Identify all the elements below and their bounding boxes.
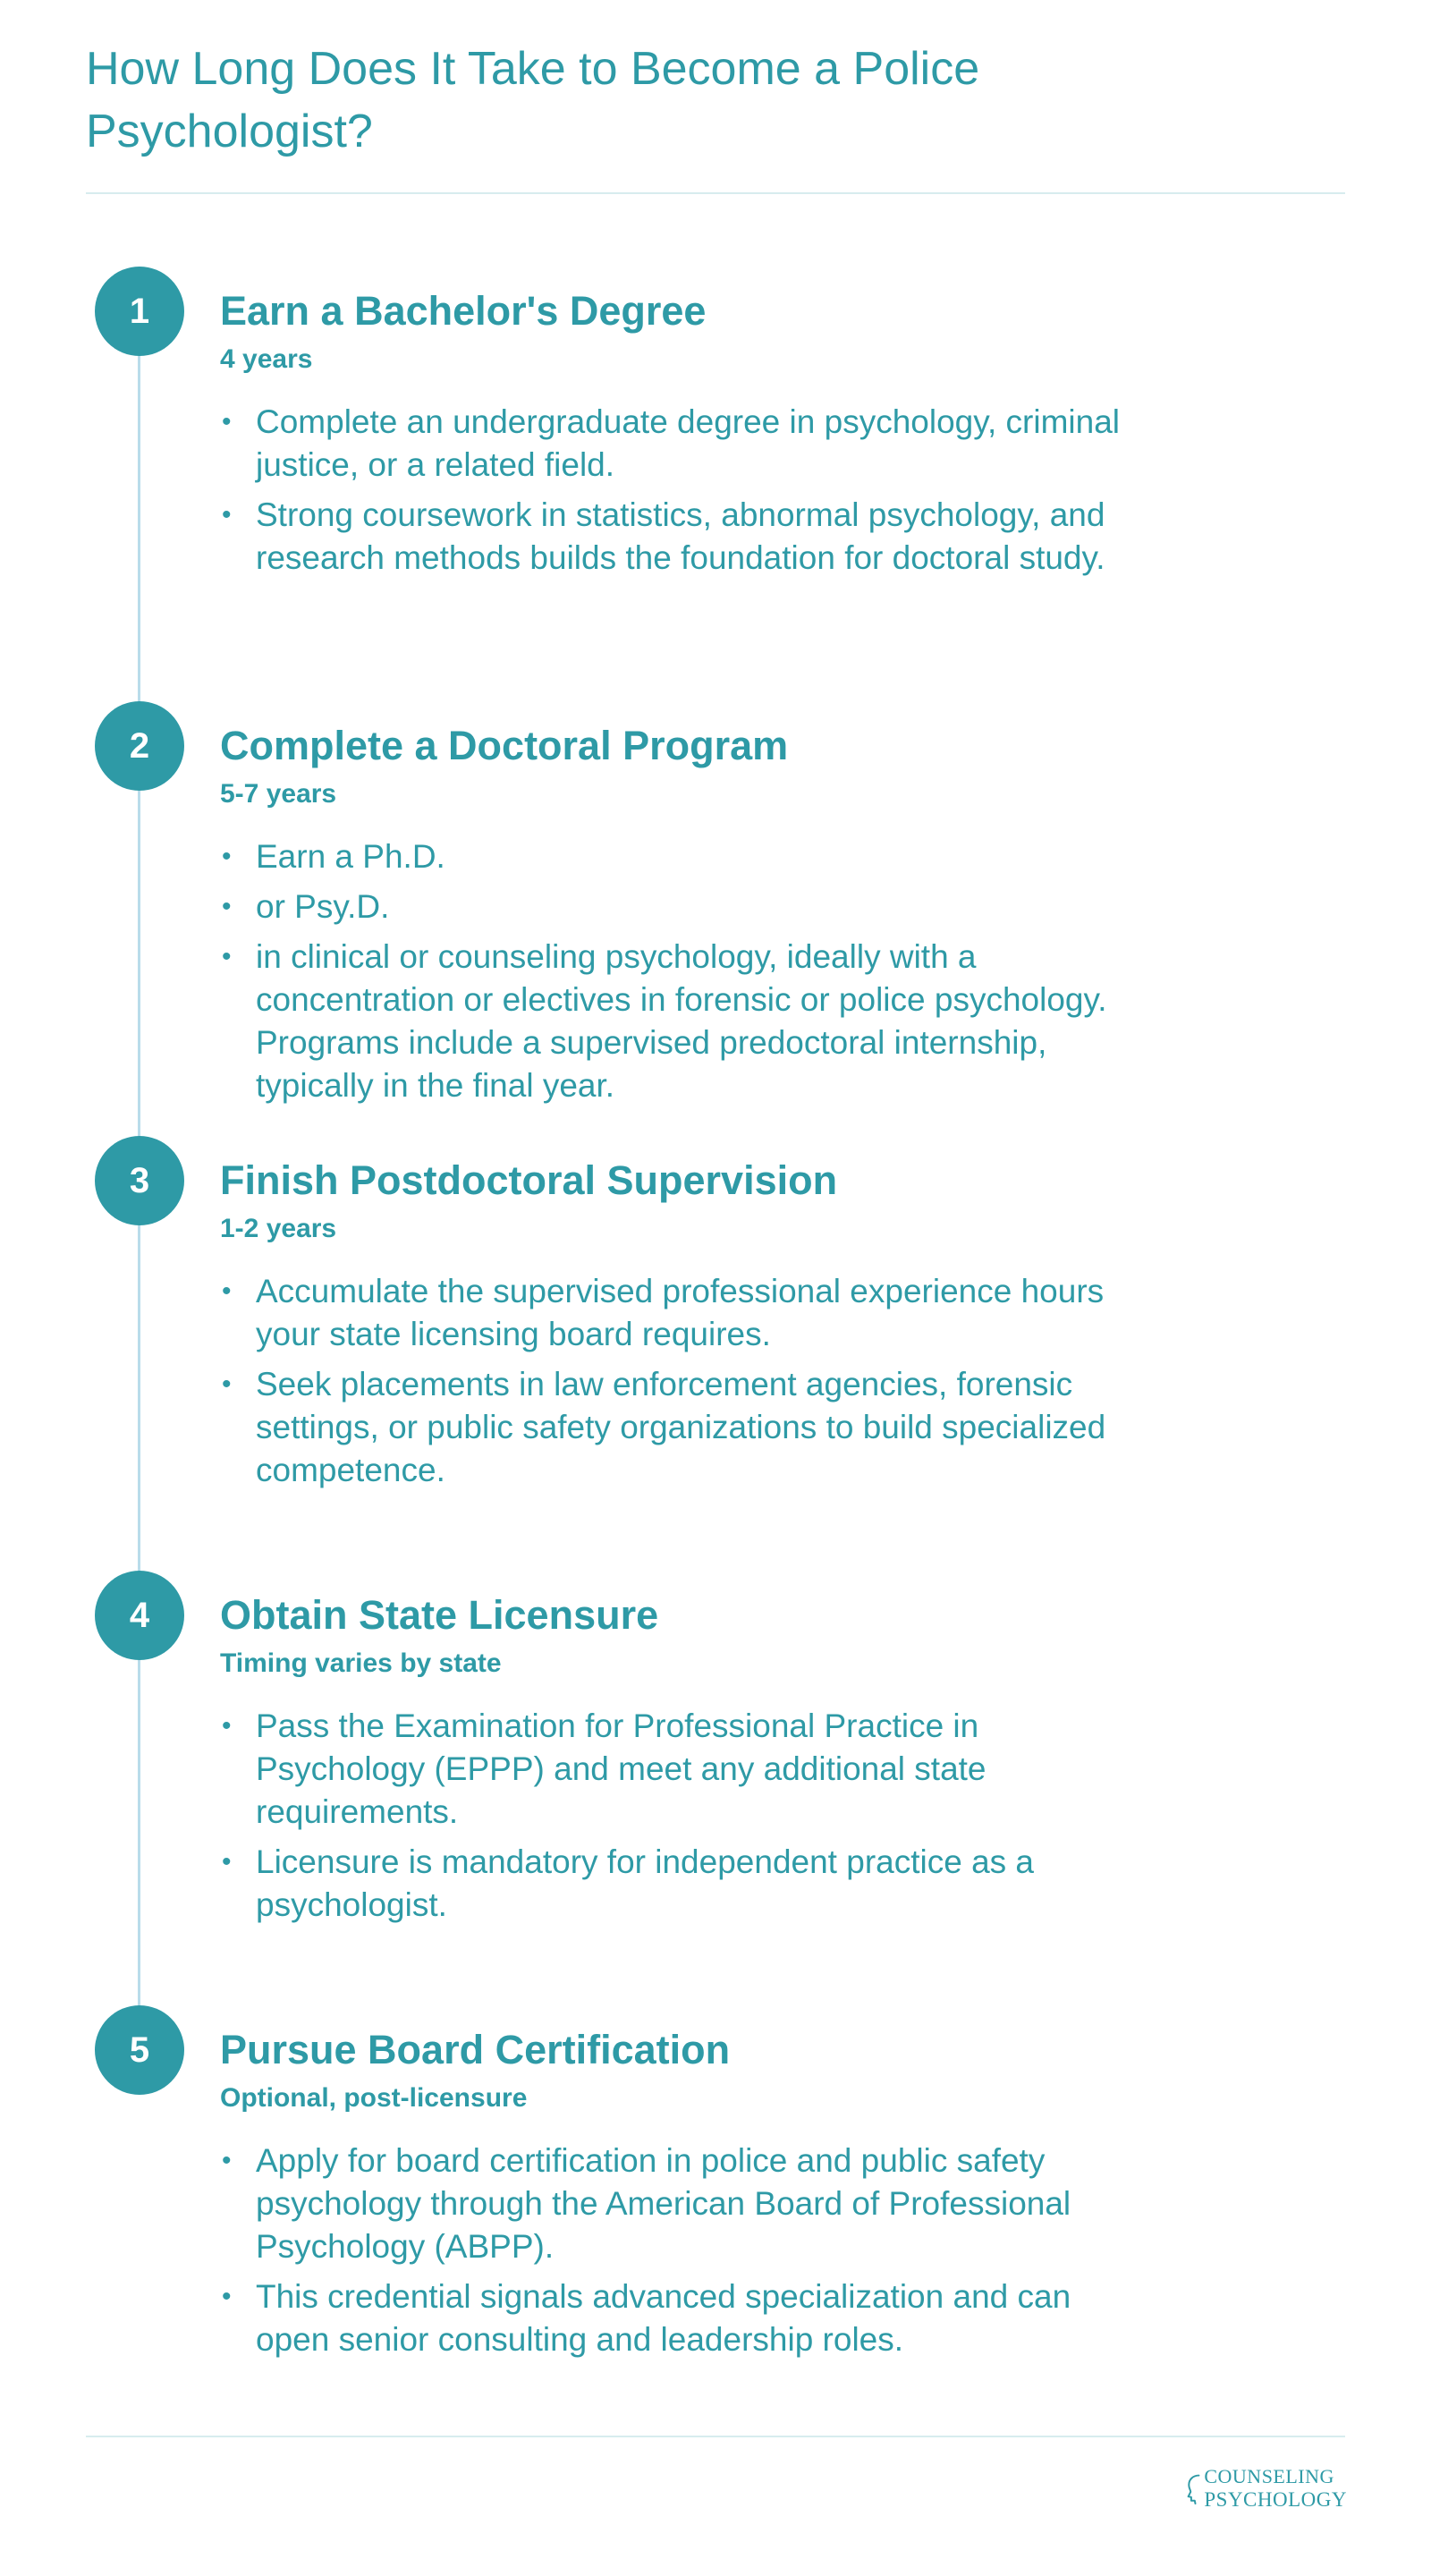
bullet-text: Apply for board certification in police and public safety psychology through the American Board of Professional Psychology (ABPP). [256,2142,1071,2265]
bullet-icon: • [222,892,232,921]
step-duration: 1-2 years [220,1214,337,1243]
bullet-icon: • [222,1276,232,1306]
bullet-text: Earn a Ph.D. [256,838,445,875]
bullet-icon: • [222,1711,232,1741]
bullet-text: Strong coursework in statistics, abnormal psychology, and research methods builds the foundation for doctoral study. [256,496,1105,576]
step-bullet-list [220,401,1150,587]
header-divider [86,192,1345,194]
bullet-text: Seek placements in law enforcement agencies, forensic settings, or public safety organizations to build specialized competence. [256,1366,1106,1488]
step-duration: 4 years [220,344,313,374]
list-item [220,2140,1150,2268]
step-duration: Optional, post-licensure [220,2083,528,2113]
bullet-icon: • [222,942,232,971]
list-item [220,1705,1150,1834]
step-number-badge: 1 [95,267,184,356]
footer-divider [86,2436,1345,2437]
bullet-icon: • [222,842,232,871]
bullet-text: Pass the Examination for Professional Practice in Psychology (EPPP) and meet any additional state requirements. [256,1707,986,1830]
step-number-badge: 5 [95,2005,184,2095]
list-item [220,2275,1150,2361]
bullet-text: Complete an undergraduate degree in psychology, criminal justice, or a related field. [256,403,1120,483]
bullet-text: Accumulate the supervised professional experience hours your state licensing board requires. [256,1273,1105,1352]
bullet-icon: • [222,1847,232,1877]
list-item [220,1363,1150,1492]
step-bullet-list [220,835,1150,1114]
step-duration: 5-7 years [220,779,337,809]
step-title: Finish Postdoctoral Supervision [220,1157,838,1203]
logo-line-psychology: PSYCHOLOGY [1204,2488,1347,2511]
logo-line-counseling: COUNSELING [1204,2465,1334,2487]
step-title: Earn a Bachelor's Degree [220,288,707,334]
bullet-text: Licensure is mandatory for independent practice as a psychologist. [256,1843,1035,1923]
list-item [220,936,1150,1107]
bullet-icon: • [222,407,232,436]
step-number-badge: 2 [95,701,184,791]
step-number-badge: 3 [95,1136,184,1225]
bullet-icon: • [222,1369,232,1399]
step-duration: Timing varies by state [220,1648,502,1678]
step-bullet-list [220,2140,1150,2368]
step-title: Pursue Board Certification [220,2027,731,2072]
list-item [220,1270,1150,1356]
list-item [220,835,1150,878]
bullet-text: or Psy.D. [256,888,390,925]
head-profile-icon [1186,2463,1202,2513]
bullet-icon: • [222,2146,232,2175]
bullet-icon: • [222,2282,232,2311]
bullet-icon: • [222,500,232,530]
page-title: How Long Does It Take to Become a Police Psychologist? [86,43,980,157]
site-logo [1186,2462,1347,2515]
logo-wordmark [1204,2465,1347,2512]
bullet-text: This credential signals advanced specialization and can open senior consulting and leadership roles. [256,2278,1071,2358]
step-bullet-list [220,1270,1150,1499]
bullet-text: in clinical or counseling psychology, ideally with a concentration or electives in forensic or police psychology. Programs include a supervised predoctoral internship, typically in the final year. [256,938,1107,1104]
step-bullet-list [220,1705,1150,1934]
list-item [220,886,1150,928]
list-item [220,401,1150,487]
list-item [220,494,1150,580]
step-number-badge: 4 [95,1571,184,1660]
step-title: Complete a Doctoral Program [220,723,789,768]
step-title: Obtain State Licensure [220,1592,659,1638]
list-item [220,1841,1150,1927]
